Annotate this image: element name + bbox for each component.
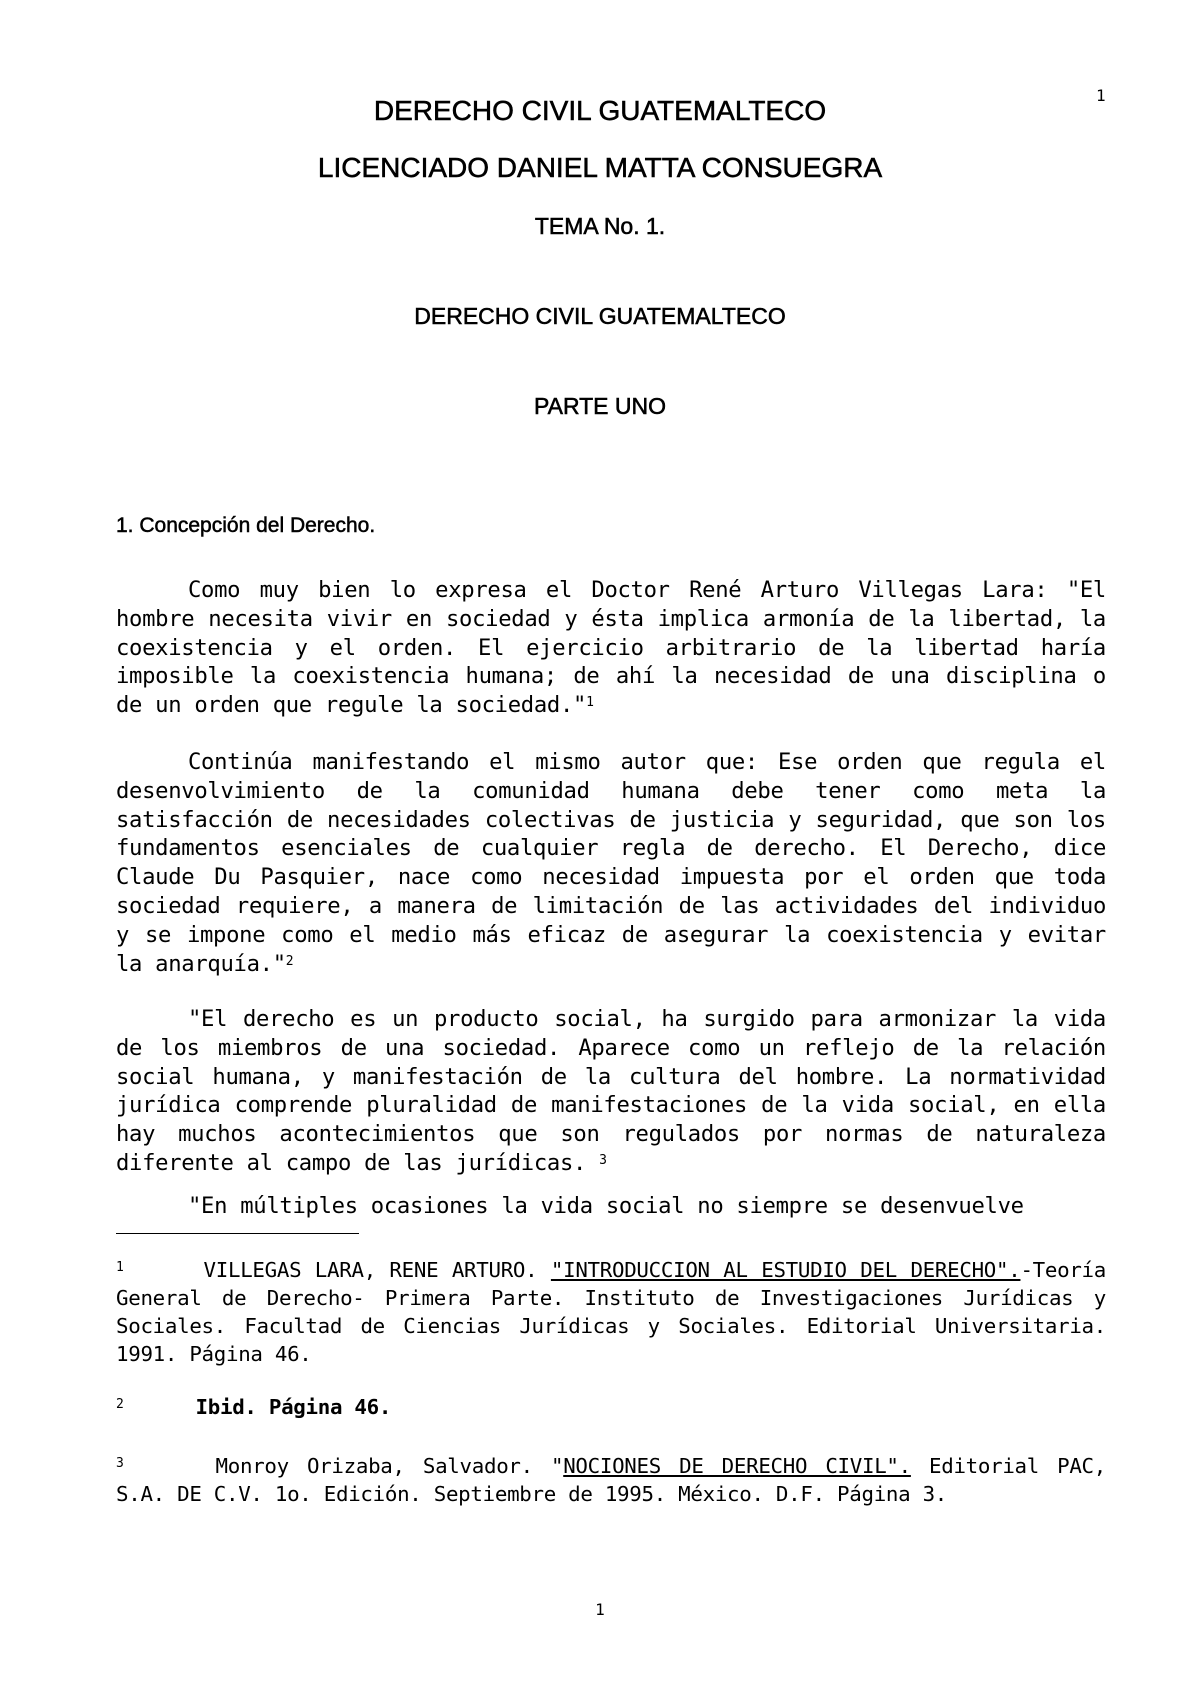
- document-title: DERECHO CIVIL GUATEMALTECO: [373, 95, 827, 126]
- footnote-3-work-title: NOCIONES DE DERECHO CIVIL".: [563, 1454, 911, 1478]
- footnote-1-details: -Teoría General de Derecho- Primera Parte. Instituto de Investigaciones Jurídicas y Sociales. Facultad de Ciencias Jurídicas y Sociales. Editorial Universitaria. 1991. Página 46.: [116, 1258, 1106, 1366]
- footnote-1: [116, 1256, 1106, 1368]
- footnote-2: [116, 1393, 1106, 1421]
- footnote-2-text: Ibid. Página 46.: [195, 1395, 392, 1419]
- paragraph-2-text: Continúa manifestando el mismo autor que: Ese orden que regula el desenvolvimiento de la comunidad humana debe tener como meta la satisfacción de necesidades colectivas de justicia y seguridad, que son los fundamentos esenciales de cualquier regla de derecho. El Derecho, dice Claude Du Pasquier, nace como necesidad impuesta por el orden que toda sociedad requiere, a manera de limitación de las actividades del individuo y se impone como el medio más eficaz de asegurar la coexistencia y evitar la anarquía.": [116, 749, 1106, 977]
- footnote-ref-2[interactable]: 2: [285, 953, 294, 969]
- footnote-ref-1[interactable]: 1: [586, 695, 594, 711]
- subtitle-heading: DERECHO CIVIL GUATEMALTECO: [414, 303, 786, 329]
- footnote-1-number: 1: [116, 1260, 124, 1275]
- footnote-ref-3[interactable]: 3: [599, 1152, 607, 1168]
- paragraph-1: [116, 576, 1106, 720]
- tema-heading: TEMA No. 1.: [534, 213, 666, 239]
- page-number-top: 1: [1096, 86, 1106, 105]
- footnote-separator: [116, 1233, 359, 1234]
- footnote-1-work-title: "INTRODUCCION AL ESTUDIO DEL DERECHO".: [550, 1258, 1021, 1282]
- footnote-3: [116, 1452, 1106, 1508]
- paragraph-3-text: "El derecho es un producto social, ha surgido para armonizar la vida de los miembros de una sociedad. Aparece como un reflejo de la relación social humana, y manifestación de la cultura del hombre. La normatividad jurídica comprende pluralidad de manifestaciones de la vida social, en ella hay muchos acontecimientos que son regulados por normas de naturaleza diferente al campo de las jurídicas.: [116, 1006, 1106, 1176]
- author-line: LICENCIADO DANIEL MATTA CONSUEGRA: [317, 152, 883, 183]
- part-heading: PARTE UNO: [533, 393, 667, 419]
- paragraph-3: [116, 1005, 1106, 1178]
- footnote-3-details: Editorial PAC, S.A. DE C.V. 1o. Edición. Septiembre de 1995. México. D.F. Página 3.: [116, 1454, 1106, 1506]
- footnote-2-number: 2: [116, 1397, 124, 1412]
- footnote-1-author: VILLEGAS LARA, RENE ARTURO.: [203, 1258, 551, 1282]
- paragraph-2: [116, 748, 1106, 978]
- footnote-3-number: 3: [116, 1456, 124, 1471]
- page-number-bottom: 1: [595, 1600, 605, 1619]
- section-heading: 1. Concepción del Derecho.: [116, 514, 376, 537]
- footnote-3-author: Monroy Orizaba, Salvador. ": [215, 1454, 564, 1478]
- paragraph-4: "En múltiples ocasiones la vida social no siempre se desenvuelve: [188, 1193, 1024, 1219]
- paragraph-1-text: Como muy bien lo expresa el Doctor René Arturo Villegas Lara: "El hombre necesita vivir en sociedad y ésta implica armonía de la libertad, la coexistencia y el orden. El ejercicio arbitrario de la libertad haría imposible la coexistencia humana; de ahí la necesidad de una disciplina o de un orden que regule la sociedad.": [116, 577, 1106, 719]
